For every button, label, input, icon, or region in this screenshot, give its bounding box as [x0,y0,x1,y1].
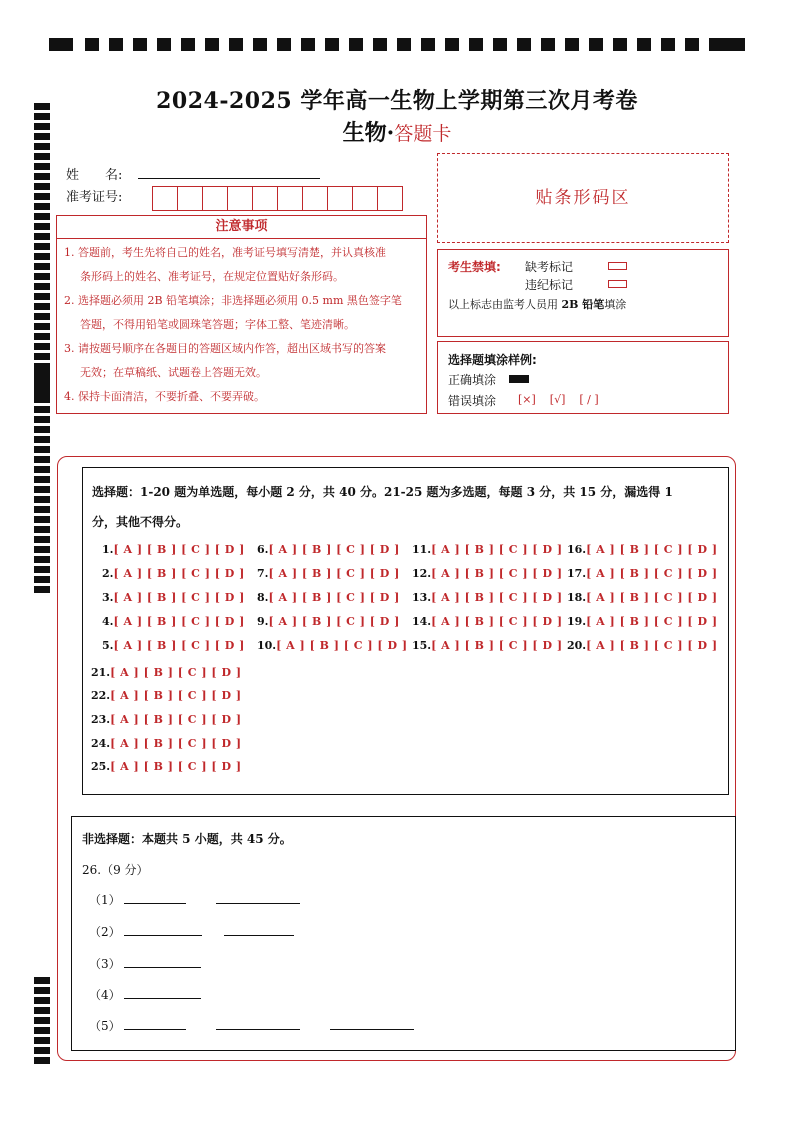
answer-blank[interactable] [124,956,201,968]
question-number: 14. [412,615,432,628]
forbidden-title: 考生禁填: [448,260,501,274]
answer-options[interactable]: [ A ] [ B ] [ C ] [ D ] [268,543,400,556]
choice-question[interactable] [102,543,245,556]
answer-options[interactable]: [ A ] [ B ] [ C ] [ D ] [113,567,245,580]
answer-options[interactable]: [ A ] [ B ] [ C ] [ D ] [431,615,563,628]
notice-line: 条形码上的姓名、准考证号，在规定位置贴好条形码。 [80,270,344,283]
answer-options[interactable]: [ A ] [ B ] [ C ] [ D ] [586,615,718,628]
choice-question[interactable] [567,591,718,604]
sub-question-3 [89,955,201,972]
question-number: 7. [257,567,269,580]
nonchoice-instructions: 非选择题：本题共 5 小题，共 45 分。 [82,832,292,846]
question-number: 8. [257,591,269,604]
wrong-fill-samples: [×] [√] [ / ] [518,393,599,406]
answer-options[interactable]: [ A ] [ B ] [ C ] [ D ] [268,615,400,628]
question-number: 9. [257,615,269,628]
sub-question-4 [89,986,201,1003]
answer-options[interactable]: [ A ] [ B ] [ C ] [ D ] [110,713,242,726]
answer-options[interactable]: [ A ] [ B ] [ C ] [ D ] [268,567,400,580]
notice-line: 2. 选择题必须用 2B 铅笔填涂；非选择题必须用 0.5 mm 黑色签字笔 [64,294,402,307]
side-timing-marks-2 [34,366,52,596]
question-number: 2. [102,567,114,580]
question-number: 23. [91,713,111,726]
question-number: 21. [91,666,111,679]
question-number: 22. [91,689,111,702]
choice-question[interactable] [412,639,563,652]
question-number: 16. [567,543,587,556]
choice-question[interactable] [91,689,242,702]
choice-question[interactable] [91,666,242,679]
question-number: 10. [257,639,277,652]
question-number: 17. [567,567,587,580]
sub-question-label: （4） [89,988,121,1002]
choice-question[interactable] [91,737,242,750]
answer-blank[interactable] [330,1018,414,1030]
choice-question[interactable] [91,713,242,726]
answer-options[interactable]: [ A ] [ B ] [ C ] [ D ] [268,591,400,604]
choice-instructions-line2: 分，其他不得分。 [92,515,189,529]
answer-options[interactable]: [ A ] [ B ] [ C ] [ D ] [110,689,242,702]
answer-options[interactable]: [ A ] [ B ] [ C ] [ D ] [113,639,245,652]
choice-question[interactable] [567,639,718,652]
exam-id-boxes[interactable] [152,186,402,211]
answer-blank[interactable] [124,1018,186,1030]
notice-line: 答题，不得用铅笔或圆珠笔答题；字体工整、笔迹清晰。 [80,318,355,331]
absent-mark-box[interactable] [608,262,627,270]
subject-name: 生物· [342,120,395,146]
question-number: 24. [91,737,111,750]
answer-options[interactable]: [ A ] [ B ] [ C ] [ D ] [586,567,718,580]
correct-fill-label: 正确填涂 [448,373,497,387]
sample-title: 选择题填涂样例: [448,353,537,367]
answer-options[interactable]: [ A ] [ B ] [ C ] [ D ] [431,567,563,580]
question-number: 20. [567,639,587,652]
notice-heading: 注意事项 [56,215,427,239]
wrong-fill-label: 错误填涂 [448,394,497,408]
choice-question[interactable] [102,567,245,580]
question-number: 19. [567,615,587,628]
question-number: 5. [102,639,114,652]
forbidden-note [448,296,626,312]
top-timing-marks [49,38,745,51]
choice-question[interactable] [102,639,245,652]
answer-options[interactable]: [ A ] [ B ] [ C ] [ D ] [431,639,563,652]
answer-options[interactable]: [ A ] [ B ] [ C ] [ D ] [586,543,718,556]
examinee-forbidden-box [437,249,729,337]
choice-question[interactable] [567,615,718,628]
answer-blank[interactable] [124,924,202,936]
answer-options[interactable]: [ A ] [ B ] [ C ] [ D ] [276,639,408,652]
answer-blank[interactable] [216,892,300,904]
sub-question-5 [89,1017,414,1034]
choice-question[interactable] [257,591,400,604]
choice-question[interactable] [91,760,242,773]
notice-box [56,238,427,414]
answer-blank[interactable] [216,1018,300,1030]
choice-instructions-line1: 选择题：1-20 题为单选题，每小题 2 分，共 40 分。21-25 题为多选题，每题 3 分，共 15 分，漏选得 1 [92,485,673,499]
absent-label: 缺考标记 [525,260,574,274]
fill-sample-box [437,341,729,414]
choice-question[interactable] [257,615,400,628]
notice-line: 4. 保持卡面清洁，不要折叠、不要弄破。 [64,390,265,403]
question-number: 25. [91,760,111,773]
choice-question[interactable] [412,567,563,580]
answer-options[interactable]: [ A ] [ B ] [ C ] [ D ] [110,666,242,679]
sub-question-label: （2） [89,925,121,939]
forbidden-note-suffix: 填涂 [604,298,627,311]
exam-title: 2024-2025 学年高一生物上学期第三次月考卷 [156,88,638,114]
question-number: 15. [412,639,432,652]
correct-fill-sample [509,375,529,383]
choice-question[interactable] [257,567,400,580]
choice-question[interactable] [412,615,563,628]
choice-question[interactable] [567,567,718,580]
answer-options[interactable]: [ A ] [ B ] [ C ] [ D ] [110,760,242,773]
question-number: 3. [102,591,114,604]
forbidden-note-bold: 2B 铅笔 [561,298,605,311]
violation-label: 违纪标记 [525,278,574,292]
sub-question-label: （1） [89,893,121,907]
question-number: 18. [567,591,587,604]
side-timing-marks-1 [34,103,52,403]
question-26-label: 26.（9 分） [82,863,149,877]
answer-options[interactable]: [ A ] [ B ] [ C ] [ D ] [431,591,563,604]
answer-blank[interactable] [224,924,294,936]
notice-line: 1. 答题前，考生先将自己的姓名，准考证号填写清楚，并认真核准 [64,246,386,259]
choice-question[interactable] [102,615,245,628]
sub-question-1 [89,891,300,908]
question-number: 1. [102,543,114,556]
forbidden-note-prefix: 以上标志由监考人员用 [448,298,562,311]
notice-line: 3. 请按题号顺序在各题目的答题区域内作答，超出区域书写的答案 [64,342,386,355]
answer-blank[interactable] [124,987,201,999]
choice-question[interactable] [412,543,563,556]
question-number: 11. [412,543,432,556]
name-field[interactable] [138,178,320,179]
answer-options[interactable]: [ A ] [ B ] [ C ] [ D ] [113,591,245,604]
sub-question-2 [89,923,294,940]
answer-options[interactable]: [ A ] [ B ] [ C ] [ D ] [586,591,718,604]
answer-blank[interactable] [124,892,186,904]
name-label: 姓 名: [66,168,123,183]
question-number: 12. [412,567,432,580]
answer-options[interactable]: [ A ] [ B ] [ C ] [ D ] [586,639,718,652]
choice-question[interactable] [257,639,408,652]
choice-question[interactable] [567,543,718,556]
question-number: 13. [412,591,432,604]
question-number: 6. [257,543,269,556]
question-number: 4. [102,615,114,628]
sub-question-label: （5） [89,1019,121,1033]
choice-question[interactable] [102,591,245,604]
barcode-area: 贴条形码区 [437,153,729,243]
violation-mark-box[interactable] [608,280,627,288]
answer-options[interactable]: [ A ] [ B ] [ C ] [ D ] [113,615,245,628]
answer-options[interactable]: [ A ] [ B ] [ C ] [ D ] [110,737,242,750]
answer-options[interactable]: [ A ] [ B ] [ C ] [ D ] [113,543,245,556]
subject-title [0,116,794,147]
sub-question-label: （3） [89,957,121,971]
notice-line: 无效；在草稿纸、试题卷上答题无效。 [80,366,267,379]
card-label: 答题卡 [394,123,452,145]
choice-question[interactable] [257,543,400,556]
answer-options[interactable]: [ A ] [ B ] [ C ] [ D ] [431,543,563,556]
exam-id-label: 准考证号: [66,190,123,205]
choice-question[interactable] [412,591,563,604]
side-timing-marks-3 [34,977,52,1067]
